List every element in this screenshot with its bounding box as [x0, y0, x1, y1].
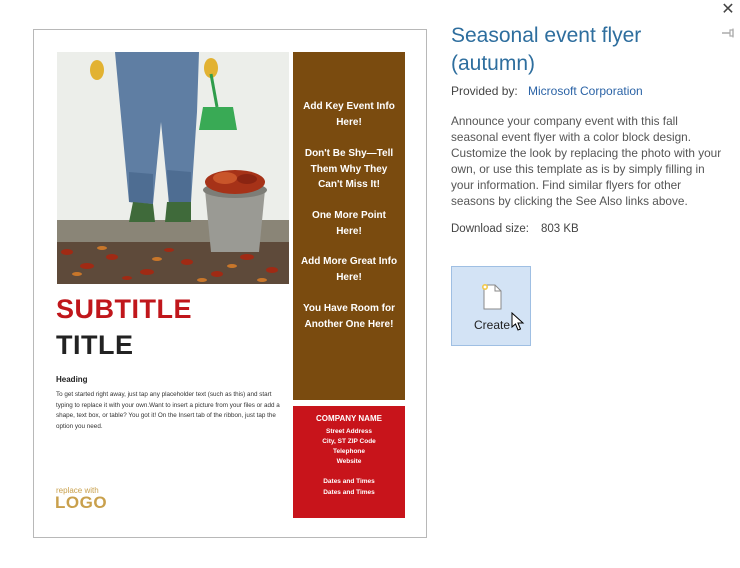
flyer-address-line: Website	[336, 458, 362, 465]
flyer-date-line: Dates and Times	[323, 478, 375, 485]
flyer-brown-column	[293, 52, 405, 400]
download-size-value: 803 KB	[541, 223, 579, 235]
flyer-point-3: One More Point Here!	[312, 210, 386, 237]
flyer-address-line: City, ST ZIP Code	[322, 438, 376, 445]
provided-by-label: Provided by:	[451, 84, 518, 98]
new-document-icon	[481, 283, 503, 316]
flyer-point-4: Add More Great Info Here!	[300, 256, 398, 283]
pin-icon[interactable]	[718, 28, 738, 44]
flyer-point-1: Add Key Event Info Here!	[303, 101, 395, 128]
download-size-label: Download size:	[451, 223, 529, 235]
flyer-logo-caption: replace with	[56, 486, 99, 495]
close-icon[interactable]: ✕	[721, 1, 735, 18]
flyer-address-line: Telephone	[332, 448, 366, 455]
mouse-cursor-icon	[511, 312, 525, 337]
flyer-body-text: To get started right away, just tap any placeholder text (such as this) and start typing to replace it with your own.Want to insert a picture from your files or add a shape, text box, or table? You got it! On the Insert tab of the ribbon, just tap the option you need.	[56, 391, 280, 430]
flyer-heading: Heading	[56, 375, 88, 384]
template-preview	[33, 29, 427, 538]
provider-link[interactable]: Microsoft Corporation	[528, 84, 643, 98]
flyer-title: TITLE	[56, 330, 134, 360]
flyer-address-line: Street Address	[326, 428, 372, 435]
create-button-label: Create	[473, 318, 511, 332]
flyer-point-5: You Have Room for Another One Here!	[302, 303, 396, 330]
flyer-red-column	[293, 406, 405, 518]
template-title: Seasonal event flyer	[451, 24, 642, 47]
template-description: Announce your company event with this fall seasonal event flyer with a color block design. Customize the look by replacing the photo with your own, or use this template as is by simply filling in your information. Find similar flyers for other seasons by clicking the See Also links above.	[451, 114, 722, 208]
flyer-date-line: Dates and Times	[323, 489, 375, 496]
flyer-point-2: Don't Be Shy—Tell Them Why They Can't Miss It!	[304, 148, 394, 190]
template-title-cont: (autumn)	[451, 52, 536, 75]
flyer-company-name: COMPANY NAME	[316, 414, 382, 423]
flyer-logo: LOGO	[55, 493, 108, 512]
flyer-photo	[57, 52, 289, 284]
flyer-subtitle: SUBTITLE	[56, 294, 192, 324]
